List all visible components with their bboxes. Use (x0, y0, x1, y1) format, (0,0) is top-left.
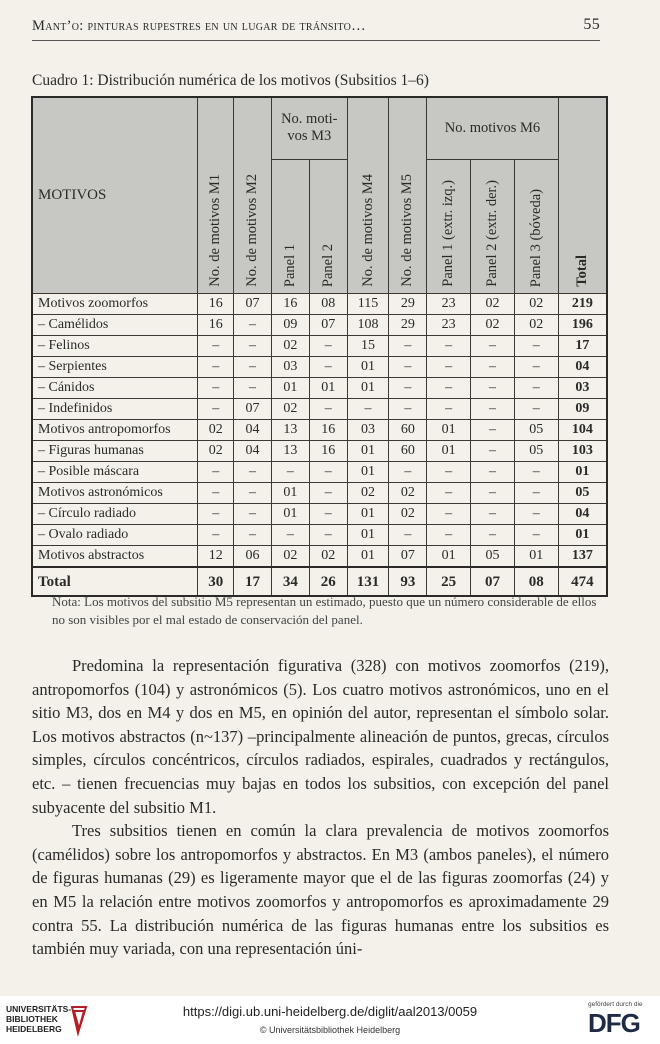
table-cell: – (514, 357, 558, 378)
table-cell: 07 (234, 294, 272, 315)
row-total-cell: 17 (558, 336, 607, 357)
header-m6-panel2: Panel 2 (extr. der.) (471, 159, 515, 293)
table-cell: – (427, 378, 471, 399)
table-cell: 01 (347, 525, 389, 546)
row-total-cell: 137 (558, 546, 607, 568)
table-cell: 03 (271, 357, 309, 378)
table-cell: – (471, 336, 515, 357)
table-cell: 02 (271, 399, 309, 420)
page-number: 55 (583, 16, 600, 33)
row-label: – Figuras humanas (32, 441, 198, 462)
row-label: Total (32, 567, 198, 596)
table-cell: – (389, 378, 427, 399)
table-cell: – (309, 462, 347, 483)
table-cell: 01 (309, 378, 347, 399)
table-cell: 01 (271, 378, 309, 399)
header-m2: No. de motivos M2 (234, 97, 272, 294)
table-cell: 06 (234, 546, 272, 568)
table-cell: 29 (389, 294, 427, 315)
row-label: – Círculo radiado (32, 504, 198, 525)
header-total: Total (558, 97, 607, 294)
table-row (32, 315, 607, 336)
table-cell: 30 (198, 567, 234, 596)
table-cell: 07 (234, 399, 272, 420)
row-total-cell: 104 (558, 420, 607, 441)
table-row (32, 504, 607, 525)
table-cell: – (309, 399, 347, 420)
header-m4: No. de motivos M4 (347, 97, 389, 294)
table-row (32, 525, 607, 546)
table-cell: 16 (309, 420, 347, 441)
row-total-cell: 05 (558, 483, 607, 504)
table-cell: 04 (234, 420, 272, 441)
table-cell: – (198, 336, 234, 357)
table-cell: – (234, 483, 272, 504)
table-row (32, 546, 607, 568)
table-cell: 09 (271, 315, 309, 336)
table-cell: 26 (309, 567, 347, 596)
header-m6-panel3: Panel 3 (bóveda) (514, 159, 558, 293)
table-cell: – (234, 357, 272, 378)
table-cell: – (427, 336, 471, 357)
running-head (32, 16, 600, 41)
table-cell: 02 (389, 483, 427, 504)
table-cell: 16 (198, 294, 234, 315)
row-label: Motivos abstractos (32, 546, 198, 568)
table-cell: – (471, 483, 515, 504)
table-cell: 01 (347, 378, 389, 399)
table-cell: – (198, 357, 234, 378)
table-cell: – (389, 357, 427, 378)
table-cell: 60 (389, 420, 427, 441)
table-cell: – (309, 336, 347, 357)
table-cell: – (514, 378, 558, 399)
row-label: – Indefinidos (32, 399, 198, 420)
table-cell: – (514, 399, 558, 420)
table-cell: 23 (427, 315, 471, 336)
table-cell: 131 (347, 567, 389, 596)
table-cell: – (389, 462, 427, 483)
table-cell: – (234, 504, 272, 525)
table-cell: 01 (347, 462, 389, 483)
table-cell: 60 (389, 441, 427, 462)
table-cell: – (514, 462, 558, 483)
table-cell: – (198, 525, 234, 546)
paragraph: Tres subsitios tienen en común la clara prevalencia de motivos zoomorfos (camélidos) sobre los antropomorfos y abstractos. En M3 (ambos paneles), el número de figuras humanas (29) es ligeramente mayor que el de las figuras zoomorfas (24) y en M5 la relación entre motivos zoomorfos y antropomorfos es aproximadamente 29 contra 55. La distribución numérica de las figuras humanas entre los subsitios es también muy variada, con una representación úni- (32, 821, 609, 959)
table-total-row (32, 567, 607, 596)
row-label: – Camélidos (32, 315, 198, 336)
library-line: UNIVERSITÄTS- (6, 1004, 72, 1014)
table-cell: 08 (514, 567, 558, 596)
table-cell: 07 (309, 315, 347, 336)
table-cell: 13 (271, 441, 309, 462)
header-m3-panel1: Panel 1 (271, 159, 309, 293)
table-cell: 04 (234, 441, 272, 462)
table-row (32, 420, 607, 441)
row-label: – Cánidos (32, 378, 198, 399)
row-label: – Serpientes (32, 357, 198, 378)
row-total-cell: 474 (558, 567, 607, 596)
row-total-cell: 03 (558, 378, 607, 399)
row-label: – Felinos (32, 336, 198, 357)
table-cell: – (234, 525, 272, 546)
table-cell: – (471, 462, 515, 483)
table-cell: – (427, 525, 471, 546)
table-cell: 93 (389, 567, 427, 596)
table-row (32, 336, 607, 357)
table-cell: – (471, 420, 515, 441)
header-m3-panel2: Panel 2 (309, 159, 347, 293)
table-row (32, 441, 607, 462)
table-cell: – (309, 357, 347, 378)
table-cell: 01 (347, 546, 389, 568)
header-m3-group: No. moti- vos M3 (271, 97, 347, 159)
table-cell: 02 (198, 441, 234, 462)
footer-url-link[interactable]: https://digi.ub.uni-heidelberg.de/diglit/aal2013/0059 (182, 1004, 478, 1019)
table-cell: 01 (427, 420, 471, 441)
table-cell: 05 (514, 420, 558, 441)
table-cell: 02 (198, 420, 234, 441)
table-cell: – (471, 504, 515, 525)
table-cell: – (309, 525, 347, 546)
table-cell: – (389, 525, 427, 546)
table-cell: 01 (271, 483, 309, 504)
table-cell: – (347, 399, 389, 420)
table-cell: 01 (427, 546, 471, 568)
table-cell: 01 (427, 441, 471, 462)
library-line: BIBLIOTHEK (6, 1014, 58, 1024)
footer-copyright: © Universitätsbibliothek Heidelberg (259, 1025, 401, 1035)
table-cell: 34 (271, 567, 309, 596)
table-row (32, 378, 607, 399)
table-cell: 07 (389, 546, 427, 568)
table-cell: 29 (389, 315, 427, 336)
header-m1: No. de motivos M1 (198, 97, 234, 294)
table-cell: – (471, 399, 515, 420)
table-cell: 01 (271, 504, 309, 525)
row-total-cell: 01 (558, 525, 607, 546)
header-motivos: MOTIVOS (32, 97, 198, 294)
table-cell: – (514, 336, 558, 357)
table-cell: 02 (514, 315, 558, 336)
table-cell: – (514, 525, 558, 546)
row-label: Motivos astronómicos (32, 483, 198, 504)
body-text (32, 654, 609, 961)
header-m6-group: No. motivos M6 (427, 97, 558, 159)
table-cell: 03 (347, 420, 389, 441)
table-cell: – (427, 483, 471, 504)
table-cell: 05 (514, 441, 558, 462)
table-cell: 15 (347, 336, 389, 357)
table-cell: 02 (347, 483, 389, 504)
paragraph: Predomina la representación figurativa (328) con motivos zoomorfos (219), antropomorfos (104) y astronómicos (5). Los cuatro motivos astronómicos, uno en el sitio M3, dos en M4 y dos en M5, en opinión del autor, representan el símbolo solar. Los motivos abstractos (n~137) –principalmente alineación de puntos, grecas, círculos simples, círculos concéntricos, círculos radiados, espirales, cuadrados y rectángulos, etc. – tienen frecuencias muy bajas en todos los subsitios, con excepción del panel subyacente del subsitio M1. (32, 656, 609, 817)
table-cell: – (427, 399, 471, 420)
table-cell: – (514, 483, 558, 504)
table-caption: Cuadro 1: Distribución numérica de los motivos (Subsitios 1–6) (32, 72, 429, 89)
row-total-cell: 01 (558, 462, 607, 483)
table-row (32, 462, 607, 483)
running-head-title: Mant’o: pinturas rupestres en un lugar de tránsito… (32, 18, 366, 34)
table-cell: 01 (347, 357, 389, 378)
table-cell: 23 (427, 294, 471, 315)
table-cell: – (198, 399, 234, 420)
table-cell: 01 (347, 504, 389, 525)
table-cell: 02 (271, 336, 309, 357)
dfg-logo: DFG (588, 1008, 640, 1038)
table-cell: – (427, 504, 471, 525)
row-total-cell: 196 (558, 315, 607, 336)
row-total-cell: 04 (558, 504, 607, 525)
table-cell: 05 (471, 546, 515, 568)
table-cell: – (234, 315, 272, 336)
header-m6-panel1: Panel 1 (extr. izq.) (427, 159, 471, 293)
table-row (32, 357, 607, 378)
table-cell: – (271, 462, 309, 483)
table-cell: – (427, 357, 471, 378)
table-cell: – (471, 525, 515, 546)
table-cell: – (389, 336, 427, 357)
table-note: Nota: Los motivos del subsitio M5 representan un estimado, puesto que un número considerable de ellos no son visibles por el mal estado de conservación del panel. (52, 594, 597, 627)
table-cell: 02 (389, 504, 427, 525)
table-cell: – (198, 504, 234, 525)
table-cell: 16 (198, 315, 234, 336)
table-cell: – (309, 504, 347, 525)
table-cell: – (471, 357, 515, 378)
table-row (32, 294, 607, 315)
row-total-cell: 103 (558, 441, 607, 462)
table-cell: 01 (514, 546, 558, 568)
row-total-cell: 219 (558, 294, 607, 315)
table-cell: 01 (347, 441, 389, 462)
table-cell: – (234, 462, 272, 483)
row-label: Motivos antropomorfos (32, 420, 198, 441)
row-label: – Ovalo radiado (32, 525, 198, 546)
table-cell: – (471, 378, 515, 399)
table-cell: 16 (309, 441, 347, 462)
table-cell: – (234, 336, 272, 357)
table-cell: 115 (347, 294, 389, 315)
table-cell: – (514, 504, 558, 525)
row-label: Motivos zoomorfos (32, 294, 198, 315)
table-cell: – (198, 483, 234, 504)
table-cell: 108 (347, 315, 389, 336)
table-cell: 17 (234, 567, 272, 596)
table-cell: – (271, 525, 309, 546)
table-cell: 16 (271, 294, 309, 315)
header-m5: No. de motivos M5 (389, 97, 427, 294)
row-label: – Posible máscara (32, 462, 198, 483)
row-total-cell: 04 (558, 357, 607, 378)
table-cell: – (471, 441, 515, 462)
table-row (32, 399, 607, 420)
table-cell: – (198, 378, 234, 399)
table-cell: 02 (514, 294, 558, 315)
table-cell: 25 (427, 567, 471, 596)
motif-distribution-table (31, 96, 608, 597)
table-cell: – (389, 399, 427, 420)
row-total-cell: 09 (558, 399, 607, 420)
table-row (32, 483, 607, 504)
table-cell: – (234, 378, 272, 399)
funded-by-label: gefördert durch die (588, 1001, 643, 1008)
library-line: HEIDELBERG (6, 1024, 62, 1034)
table-cell: – (309, 483, 347, 504)
table-cell: 02 (471, 315, 515, 336)
table-cell: 07 (471, 567, 515, 596)
table-cell: – (427, 462, 471, 483)
table-cell: 02 (309, 546, 347, 568)
table-cell: 02 (271, 546, 309, 568)
table-cell: 08 (309, 294, 347, 315)
table-cell: 12 (198, 546, 234, 568)
table-cell: – (198, 462, 234, 483)
table-cell: 13 (271, 420, 309, 441)
table-cell: 02 (471, 294, 515, 315)
